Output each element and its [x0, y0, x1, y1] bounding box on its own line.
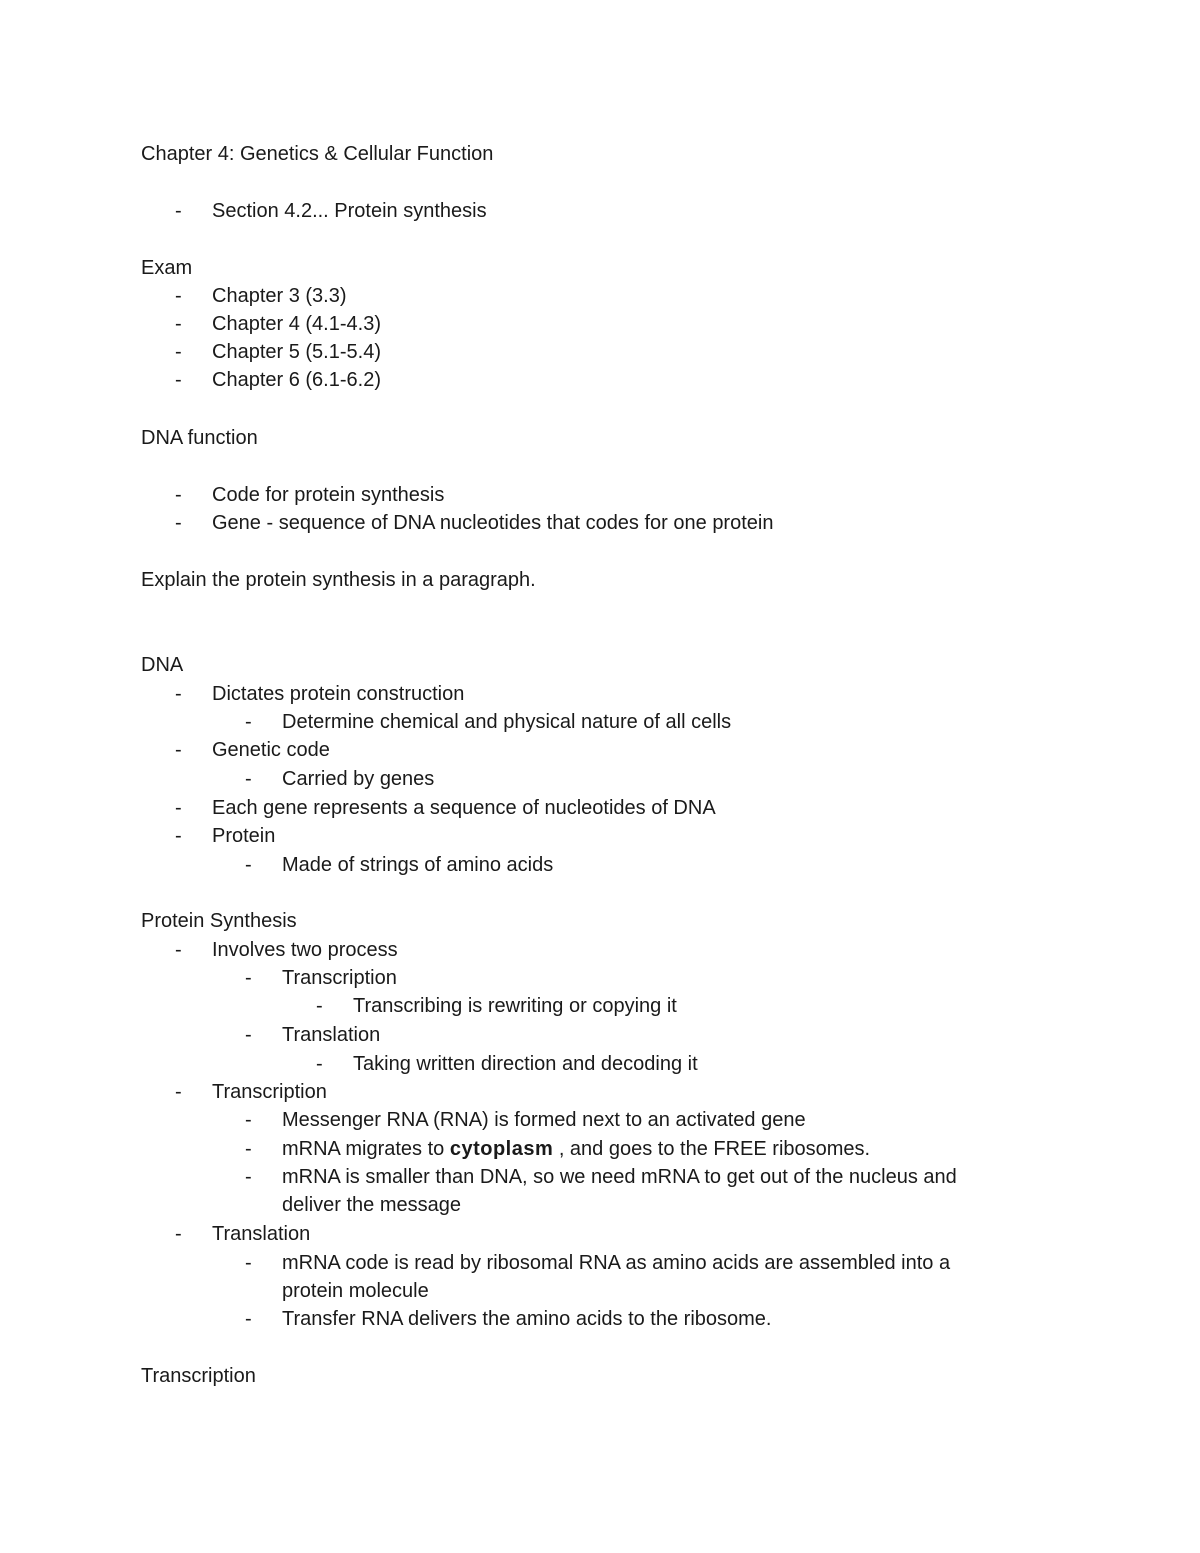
list-item [0, 851, 1200, 879]
bullet-dash: - [175, 200, 182, 222]
list-item [0, 509, 1200, 537]
bold-term: cytoplasm [449, 1138, 554, 1160]
bullet-dash: - [175, 313, 182, 335]
exam-item: Chapter 6 (6.1-6.2) [212, 369, 381, 391]
dna-item: Genetic code [212, 739, 330, 761]
bullet-dash: - [245, 1024, 252, 1046]
ps-subsubitem: Transcribing is rewriting or copying it [353, 995, 677, 1017]
protein-synthesis-heading: Protein Synthesis [141, 910, 297, 932]
bullet-dash: - [245, 967, 252, 989]
continuation-line: protein molecule [282, 1280, 429, 1302]
ps-item: Involves two process [212, 939, 398, 961]
ps-subitem: Transfer RNA delivers the amino acids to the ribosome. [282, 1308, 772, 1330]
list-item [0, 282, 1200, 310]
list-item [0, 481, 1200, 509]
bullet-dash: - [245, 1109, 252, 1131]
list-item [0, 1021, 1200, 1049]
dna-item: Dictates protein construction [212, 683, 465, 705]
bullet-dash: - [175, 285, 182, 307]
list-item [0, 310, 1200, 338]
ps-subitem: mRNA is smaller than DNA, so we need mRNA to get out of the nucleus and [282, 1166, 957, 1188]
list-item [0, 736, 1200, 764]
list-item [0, 680, 1200, 708]
bullet-dash: - [316, 1053, 323, 1075]
bullet-dash: - [245, 1138, 252, 1160]
bullet-dash: - [175, 739, 182, 761]
bullet-dash: - [175, 341, 182, 363]
text-segment: , and goes to the FREE ribosomes. [553, 1138, 871, 1160]
bullet-dash: - [175, 939, 182, 961]
bullet-dash: - [175, 825, 182, 847]
dna-item: Each gene represents a sequence of nucleotides of DNA [212, 797, 716, 819]
ps-subitem: Transcription [282, 967, 397, 989]
dna-subitem: Made of strings of amino acids [282, 854, 554, 876]
chapter-title: Chapter 4: Genetics & Cellular Function [141, 143, 494, 165]
dna-function-item: Code for protein synthesis [212, 484, 445, 506]
dna-item: Protein [212, 825, 276, 847]
list-item [0, 338, 1200, 366]
bullet-dash: - [245, 1166, 252, 1188]
bullet-dash: - [175, 1223, 182, 1245]
list-item [0, 992, 1200, 1020]
section-label: Section 4.2... Protein synthesis [212, 200, 487, 222]
ps-subitem [282, 1135, 870, 1163]
list-item [0, 1078, 1200, 1106]
bullet-dash: - [175, 512, 182, 534]
ps-item: Transcription [212, 1081, 327, 1103]
list-item [0, 1163, 1200, 1191]
bullet-dash: - [245, 711, 252, 733]
ps-subitem: mRNA code is read by ribosomal RNA as amino acids are assembled into a [282, 1252, 951, 1274]
bullet-dash: - [245, 1252, 252, 1274]
transcription-heading: Transcription [141, 1365, 256, 1387]
dna-subitem: Carried by genes [282, 768, 435, 790]
bullet-dash: - [175, 797, 182, 819]
bullet-dash: - [245, 768, 252, 790]
bullet-dash: - [175, 1081, 182, 1103]
ps-subitem: Translation [282, 1024, 381, 1046]
ps-subsubitem: Taking written direction and decoding it [353, 1053, 698, 1075]
prompt-text: Explain the protein synthesis in a paragraph. [141, 569, 536, 591]
exam-item: Chapter 4 (4.1-4.3) [212, 313, 381, 335]
bullet-dash: - [175, 484, 182, 506]
exam-item: Chapter 3 (3.3) [212, 285, 347, 307]
dna-function-item: Gene - sequence of DNA nucleotides that codes for one protein [212, 512, 774, 534]
list-item [0, 1249, 1200, 1277]
list-item [0, 1106, 1200, 1134]
list-item [0, 964, 1200, 992]
bullet-dash: - [245, 854, 252, 876]
exam-item: Chapter 5 (5.1-5.4) [212, 341, 381, 363]
list-item [0, 366, 1200, 394]
list-item [0, 765, 1200, 793]
list-item [0, 822, 1200, 850]
list-item [0, 197, 1200, 225]
bullet-dash: - [245, 1308, 252, 1330]
list-item [0, 1220, 1200, 1248]
list-item [0, 936, 1200, 964]
text-segment: mRNA migrates to [282, 1138, 450, 1160]
list-item [0, 708, 1200, 736]
ps-subitem: Messenger RNA (RNA) is formed next to an activated gene [282, 1109, 806, 1131]
list-item [0, 1135, 1200, 1163]
continuation-line: deliver the message [282, 1194, 461, 1216]
list-item [0, 1050, 1200, 1078]
dna-heading: DNA [141, 654, 184, 676]
bullet-dash: - [316, 995, 323, 1017]
ps-item: Translation [212, 1223, 311, 1245]
list-item [0, 1305, 1200, 1333]
bullet-dash: - [175, 369, 182, 391]
bullet-dash: - [175, 683, 182, 705]
exam-heading: Exam [141, 257, 193, 279]
dna-function-heading: DNA function [141, 427, 258, 449]
list-item [0, 794, 1200, 822]
dna-subitem: Determine chemical and physical nature of all cells [282, 711, 732, 733]
